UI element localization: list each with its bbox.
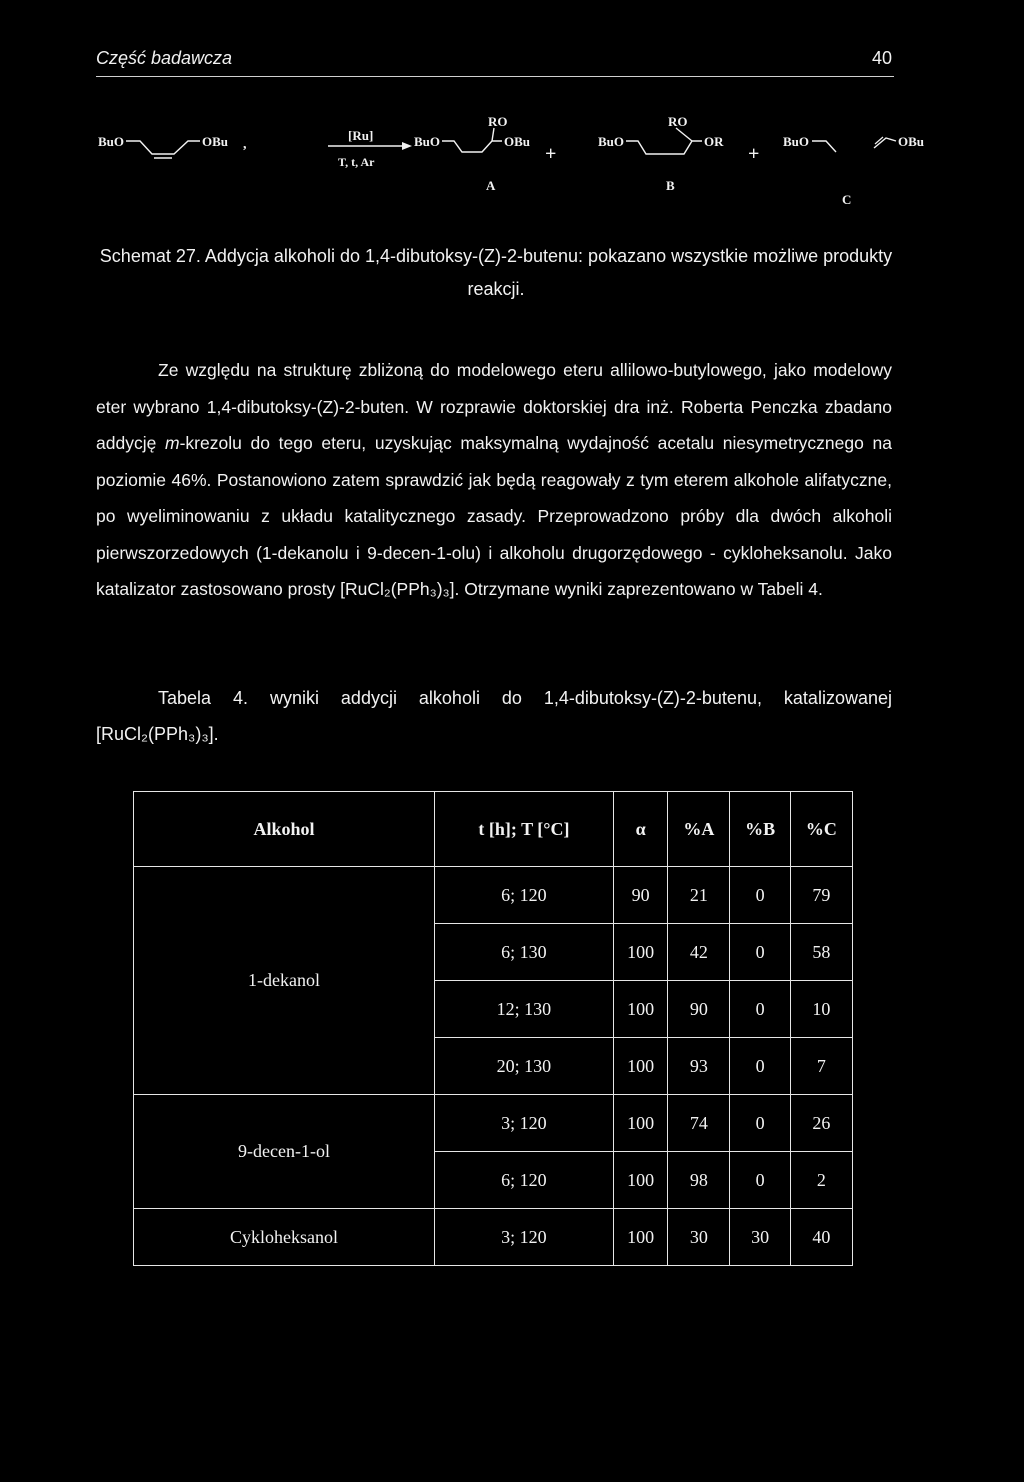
product-a-ro-bond	[492, 128, 494, 141]
table-cell: 0	[730, 867, 790, 924]
results-table	[133, 791, 853, 1266]
product-b-label: B	[666, 178, 675, 193]
alcohol-cell: Cykloheksanol	[134, 1209, 435, 1266]
product-c-buo: BuO	[783, 134, 810, 149]
paragraph-text-2: -krezolu do tego eteru, uzyskując maksymalną wydajność acetalu niesymetrycznego na poziomie 46%. Postanowiono zatem sprawdzić jak będą reagowały z tym eterem alkohole alifatyczne, po wyeliminowaniu z układu katalitycznego zasady. Przeprowadzono próby dla dwóch alkoholi pierwszorzedowych (1-dekanolu i 9-decen-1-olu) i alkoholu drugorzędowego - cykloheksanolu. Jako katalizator zastosowano prosty [RuCl₂(PPh₃)₃]. Otrzymane wyniki zaprezentowano w Tabeli 4.	[96, 433, 892, 599]
table-cell: 42	[668, 924, 730, 981]
table-cell: 6; 130	[435, 924, 614, 981]
product-a-obu: OBu	[504, 134, 531, 149]
header-percent-c: %C	[790, 792, 852, 867]
table-cell: 100	[613, 1209, 667, 1266]
table-cell: 98	[668, 1152, 730, 1209]
table-cell: 100	[613, 924, 667, 981]
product-a-bond	[442, 141, 502, 152]
paragraph-italic-m: m	[165, 433, 180, 453]
table-cell: 79	[790, 867, 852, 924]
header-conditions: t [h]; T [°C]	[435, 792, 614, 867]
table-cell: 2	[790, 1152, 852, 1209]
table-cell: 3; 120	[435, 1095, 614, 1152]
scheme-substrate-buo: BuO	[98, 134, 125, 149]
reaction-scheme-drawing	[90, 100, 990, 220]
table-cell: 0	[730, 1038, 790, 1095]
table-cell: 10	[790, 981, 852, 1038]
table-cell: 6; 120	[435, 867, 614, 924]
plus-sign: +	[748, 143, 760, 165]
product-a-label: A	[486, 178, 496, 193]
paragraph-text-1: Ze względu na strukturę zbliżoną do modelowego eteru allilowo-butylowego, jako modelowy eter wybrano 1,4-dibutoksy-(Z)-2-buten. W rozprawie doktorskiej dra inż. Roberta Penczka zbadano addycję	[96, 360, 892, 453]
reaction-scheme	[90, 100, 990, 220]
scheme-substrate-obu: OBu	[202, 134, 229, 149]
running-header	[96, 46, 894, 77]
table-cell: 0	[730, 981, 790, 1038]
table-cell: 74	[668, 1095, 730, 1152]
header-percent-a: %A	[668, 792, 730, 867]
table-cell: 6; 120	[435, 1152, 614, 1209]
table-cell: 0	[730, 924, 790, 981]
table-cell: 26	[790, 1095, 852, 1152]
table-cell: 12; 130	[435, 981, 614, 1038]
product-a-ro: RO	[488, 114, 508, 129]
table-cell: 0	[730, 1152, 790, 1209]
product-c-label: C	[842, 192, 852, 207]
table-cell: 100	[613, 1095, 667, 1152]
product-b-or: OR	[704, 134, 724, 149]
table-cell: 90	[668, 981, 730, 1038]
product-c-obu: OBu	[898, 134, 925, 149]
table-caption: Tabela 4. wyniki addycji alkoholi do 1,4-dibutoksy-(Z)-2-butenu, katalizowanej [RuCl₂(PPh₃)₃].	[96, 688, 892, 744]
section-title: Część badawcza	[96, 48, 233, 68]
product-c-bond-left	[812, 141, 836, 152]
product-a-buo: BuO	[414, 134, 441, 149]
table-cell: 100	[613, 1152, 667, 1209]
table-cell: 20; 130	[435, 1038, 614, 1095]
table-cell: 30	[668, 1209, 730, 1266]
product-b-ro-bond	[676, 128, 692, 141]
plus-sign: +	[545, 143, 557, 165]
page-number: 40	[871, 48, 892, 68]
product-c-bond-right	[874, 138, 896, 148]
body-paragraph	[96, 352, 892, 608]
header-percent-b: %B	[730, 792, 790, 867]
table-cell: 93	[668, 1038, 730, 1095]
table-cell: 100	[613, 981, 667, 1038]
product-b-ro: RO	[668, 114, 688, 129]
table-cell: 7	[790, 1038, 852, 1095]
product-b-bond	[626, 141, 702, 154]
table-cell: 100	[613, 1038, 667, 1095]
header-alpha: α	[613, 792, 667, 867]
table-cell: 30	[730, 1209, 790, 1266]
table-cell: 0	[730, 1095, 790, 1152]
scheme-comma: ,	[243, 137, 247, 152]
table-cell: 58	[790, 924, 852, 981]
scheme-catalyst: [Ru]	[348, 128, 374, 143]
table-cell: 21	[668, 867, 730, 924]
header-alkohol: Alkohol	[134, 792, 435, 867]
substrate-bond	[126, 141, 200, 154]
table-row	[134, 867, 853, 924]
table-cell: 40	[790, 1209, 852, 1266]
table-cell: 3; 120	[435, 1209, 614, 1266]
table-row	[134, 1095, 853, 1152]
alcohol-cell: 9-decen-1-ol	[134, 1095, 435, 1209]
reaction-arrowhead	[402, 142, 412, 150]
table-row	[134, 1209, 853, 1266]
alcohol-cell: 1-dekanol	[134, 867, 435, 1095]
table-cell: 90	[613, 867, 667, 924]
table-header-row	[134, 792, 853, 867]
scheme-caption: Schemat 27. Addycja alkoholi do 1,4-dibutoksy-(Z)-2-butenu: pokazano wszystkie możliwe produkty reakcji.	[99, 246, 893, 299]
scheme-conditions: T, t, Ar	[338, 155, 375, 169]
product-b-buo: BuO	[598, 134, 625, 149]
